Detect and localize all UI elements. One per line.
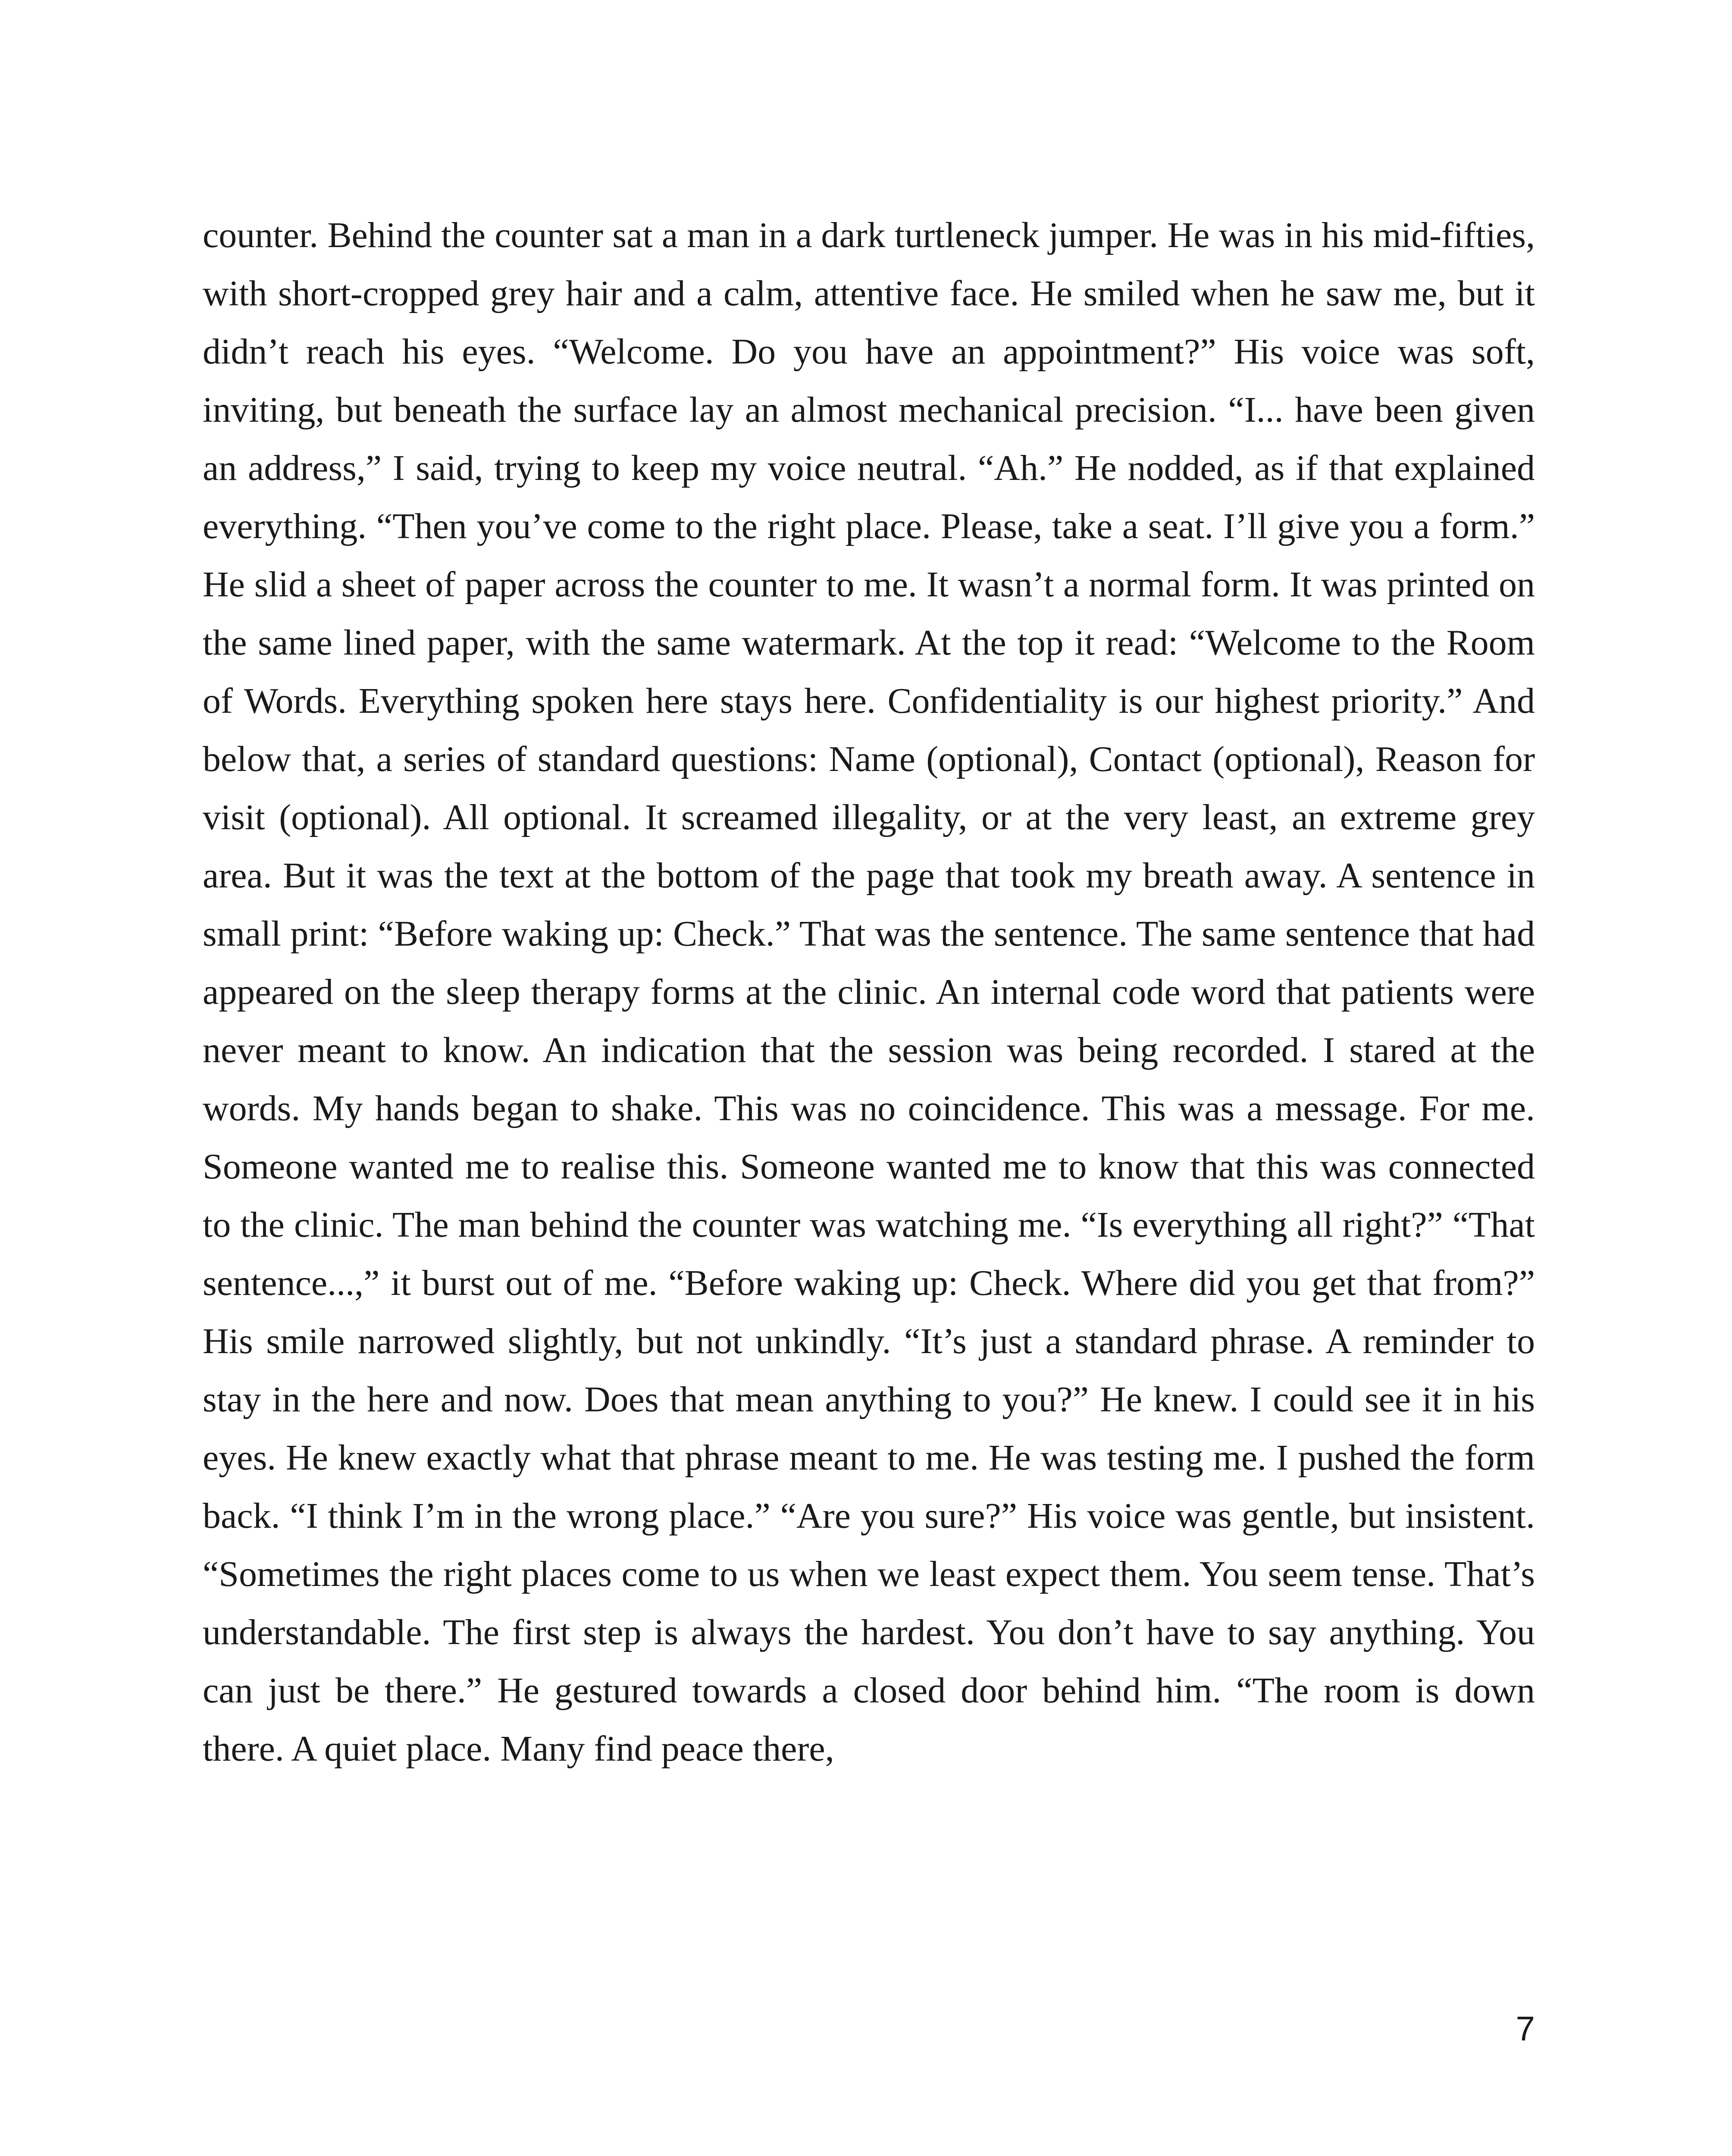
page-number: 7 <box>1516 2009 1535 2048</box>
body-paragraph: counter. Behind the counter sat a man in a dark turtleneck jumper. He was in his mid-fifties, with short-cropped grey hair and a calm, attentive face. He smiled when he saw me, but it didn’t reach his eyes. “Welcome. Do you have an appointment?” His voice was soft, inviting, but beneath the surface lay an almost mechanical precision. “I... have been given an address,” I said, trying to keep my voice neutral. “Ah.” He nodded, as if that explained everything. “Then you’ve come to the right place. Please, take a seat. I’ll give you a form.” He slid a sheet of paper across the counter to me. It wasn’t a normal form. It was printed on the same lined paper, with the same watermark. At the top it read: “Welcome to the Room of Words. Everything spoken here stays here. Confidentiality is our highest priority.” And below that, a series of standard questions: Name (optional), Contact (optional), Reason for visit (optional). All optional. It screamed illegality, or at the very least, an extreme grey area. But it was the text at the bottom of the page that took my breath away. A sentence in small print: “Before waking up: Check.” That was the sentence. The same sentence that had appeared on the sleep therapy forms at the clinic. An internal code word that patients were never meant to know. An indication that the session was being recorded. I stared at the words. My hands began to shake. This was no coincidence. This was a message. For me. Someone wanted me to realise this. Someone wanted me to know that this was connected to the clinic. The man behind the counter was watching me. “Is everything all right?” “That sentence...,” it burst out of me. “Before waking up: Check. Where did you get that from?” His smile narrowed slightly, but not unkindly. “It’s just a standard phrase. A reminder to stay in the here and now. Does that mean anything to you?” He knew. I could see it in his eyes. He knew exactly what that phrase meant to me. He was testing me. I pushed the form back. “I think I’m in the wrong place.” “Are you sure?” His voice was gentle, but insistent. “Sometimes the right places come to us when we least expect them. You seem tense. That’s understandable. The first step is always the hardest. You don’t have to say anything. You can just be there.” He gestured towards a closed door behind him. “The room is down there. A quiet place. Many find peace there, <box>203 215 1535 1769</box>
